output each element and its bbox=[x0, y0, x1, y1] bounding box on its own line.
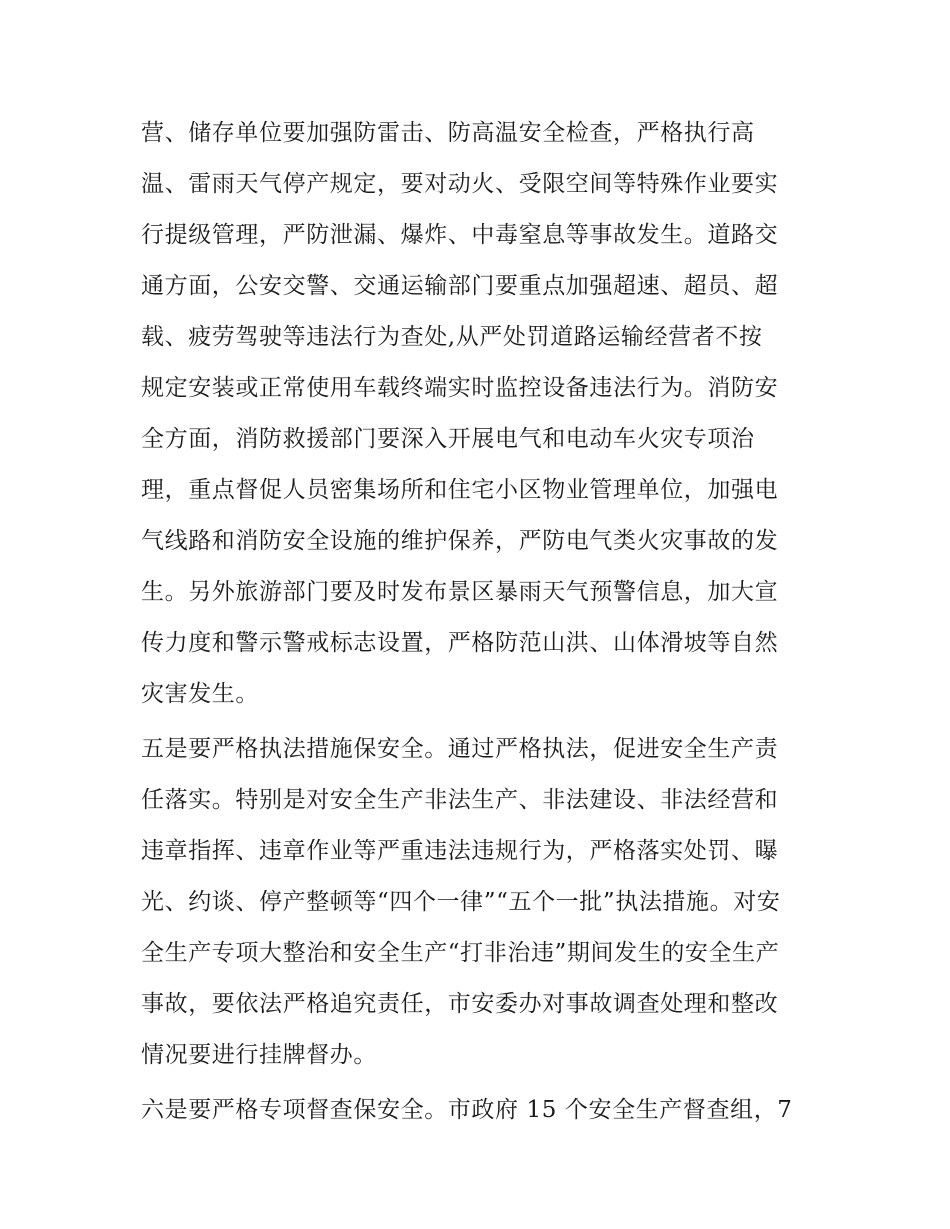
text-line: 理，重点督促人员密集场所和住宅小区物业管理单位，加强电 bbox=[141, 477, 779, 503]
text-line: 六是要严格专项督查保安全。市政府 15 个安全生产督查组，7 bbox=[141, 1097, 793, 1123]
text-line: 违章指挥、违章作业等严重违法违规行为，严格落实处罚、曝 bbox=[141, 838, 779, 864]
text-line: 生。另外旅游部门要及时发布景区暴雨天气预警信息，加大宣 bbox=[141, 579, 779, 605]
text-line: 灾害发生。 bbox=[141, 681, 259, 707]
text-line: 情况要进行挂牌督办。 bbox=[141, 1042, 377, 1068]
text-line: 气线路和消防安全设施的维护保养，严防电气类火灾事故的发 bbox=[141, 528, 779, 554]
text-line: 规定安装或正常使用车载终端实时监控设备违法行为。消防安 bbox=[141, 375, 779, 401]
text-line: 通方面，公安交警、交通运输部门要重点加强超速、超员、超 bbox=[141, 273, 779, 299]
text-line: 光、约谈、停产整顿等“四个一律”“五个一批”执法措施。对安 bbox=[141, 889, 781, 915]
text-line: 任落实。特别是对安全生产非法生产、非法建设、非法经营和 bbox=[141, 787, 779, 813]
text-line: 全生产专项大整治和安全生产“打非治违”期间发生的安全生产 bbox=[141, 940, 780, 966]
text-line: 全方面，消防救援部门要深入开展电气和电动车火灾专项治 bbox=[141, 426, 755, 452]
paragraph-safety-measures bbox=[141, 108, 821, 720]
text-line: 温、雷雨天气停产规定，要对动火、受限空间等特殊作业要实 bbox=[141, 171, 779, 197]
paragraph-law-enforcement bbox=[141, 724, 821, 1081]
text-line: 载、疲劳驾驶等违法行为查处,从严处罚道路运输经营者不按 bbox=[141, 324, 763, 350]
paragraph-special-inspection bbox=[141, 1085, 821, 1136]
text-line: 五是要严格执法措施保安全。通过严格执法，促进安全生产责 bbox=[141, 736, 779, 762]
body-text bbox=[141, 108, 821, 1136]
text-line: 行提级管理，严防泄漏、爆炸、中毒窒息等事故发生。道路交 bbox=[141, 222, 779, 248]
text-line: 营、储存单位要加强防雷击、防高温安全检查，严格执行高 bbox=[141, 120, 755, 146]
text-line: 传力度和警示警戒标志设置，严格防范山洪、山体滑坡等自然 bbox=[141, 630, 779, 656]
text-line: 事故，要依法严格追究责任，市安委办对事故调查处理和整改 bbox=[141, 991, 779, 1017]
